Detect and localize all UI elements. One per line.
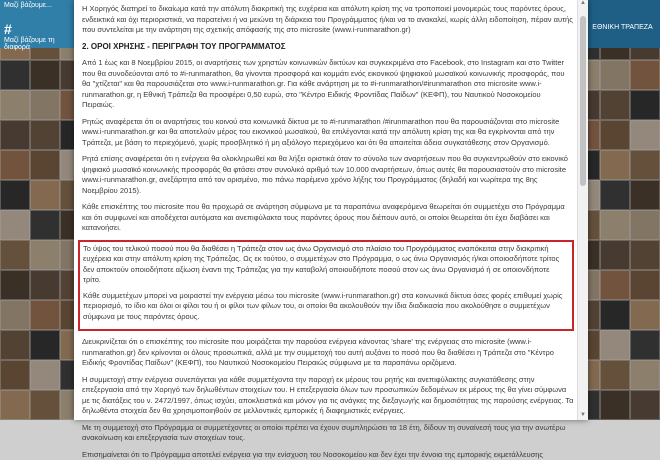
intro-paragraph: Η Χορηγός διατηρεί το δικαίωμα κατά την απόλυτη διακριτική της ευχέρεια και απόλυτη κρίση της να τροποποιεί μονομερώς τους παρόντες όρους, ενδεικτικά και όχι περιοριστικά, να παρατείνει ή να μειώνει τη διάρκεια του Προγράμματος ή/και να το ανακαλεί, κωρίς άλλη ειδοποίηση, πέραν αυτής που συντελείται με την ανάρτηση της σχετικής απόφασής της στο microsite (www.i-runmarathon.gr) [82, 4, 574, 36]
terms-content [74, 0, 588, 460]
highlighted-paragraph: Κάθε συμμετέχων μπορεί να μοιραστεί την ενέργεια μέσω του microsite (www.i-runmarathon.gr) στα κοινωνικά δίκτυα όσες φορές επιθυμεί χωρίς περιορισμό, το ίδιο και όλοι οι φίλοι του ή οι φίλοι των φίλων του, οι οποίοι θα ακολουθούν την ίδια διαδικασία που ακολούθησε ο συμμετέχων σύμφωνα με τους παρόντες όρους. [83, 291, 569, 323]
terms-modal [74, 0, 588, 420]
section-title: 2. ΟΡΟΙ ΧΡΗΣΗΣ - ΠΕΡΙΓΡΑΦΗ ΤΟΥ ΠΡΟΓΡΑΜΜΑΤΟΣ [82, 42, 574, 53]
campaign-banner [0, 0, 75, 48]
scroll-up-icon[interactable]: ▲ [580, 0, 586, 6]
bank-logo [585, 0, 660, 48]
terms-paragraph: Με τη συμμετοχή στο Πρόγραμμα οι συμμετέχοντες οι οποίοι πρέπει να έχουν συμπληρώσει τα 18 έτη, δίδουν τη συναίνεσή τους για την ανωτέρω ανακοίνωση και επεξεργασία των στοιχείων τους. [82, 423, 574, 444]
terms-paragraph: Ρητά επίσης αναφέρεται ότι η ενέργεια θα ολοκληρωθεί και θα λήξει οριστικά όταν το σύνολο των αναρτήσεων που θα συγκεντρωθούν στο εικονικό ψηφιακό μωσαϊκό κοινωνικής προσφοράς θα φτάσει στον συνολικό αριθμό των 10.000 αναρτήσεων, όπως αυτές θα παρουσιαστούν στο microsite www.i-runmarathon.gr, ανεξάρτητα από τον ορισμένο, πιο πάνω παρέμενο χρόνο λήξης του Προγράμματος (δηλαδή και νωρίτερα της 8ης Νοεμβρίου 2015). [82, 154, 574, 196]
terms-paragraph: Διευκρινίζεται ότι ο επισκέπτης του microsite που μοιράζεται την παρούσα ενέργεια κάνοντας 'share' της ενέργειας στο microsite (www.i-runmarathon.gr) δεν κρίνονται οι όλους προσωπικά, αλλά με την συμμετοχή του αυτή αυξάνει το ποσό που θα διαθέσει η Τράπεζα στο "Κέντρο Ειδικής Φροντίδας Παίδων" (ΚΕΦΠ), του Ναυτικού Νοσοκομείου Πειραιώς σύμφωνα με τα παραπάνω οριζόμενα. [82, 337, 574, 369]
modal-scrollbar[interactable] [577, 0, 588, 420]
highlighted-terms-box [78, 240, 574, 332]
campaign-banner-line1: Μαζί βάζουμε... [4, 2, 71, 9]
bank-logo-label: ΕΘΝΙΚΗ ΤΡΑΠΕΖΑ [592, 24, 652, 31]
terms-paragraph: Ρητώς αναφέρεται ότι οι αναρτήσεις του κοινού στα κοινωνικά δίκτυα με το #i-runmarathon /#irunmarathon που θα παρουσιάζονται στο microsite www.i-runmarathon.gr και θα αποτελούν μέρος του εικονικού μωσαϊκού, θα επιλέγονται κατά την απόλυτη κρίση της και θα εγκρίνονται από την Τράπεζα, με βάση το περιεχόμενό, χωρίς προσβλητικό ή μη αξιόλογο περιεχόμενο και ότι θα απαιτείται άδεια συγκατάθεσης στον Οργανισμό. [82, 117, 574, 149]
campaign-hashtag: # [4, 21, 71, 37]
terms-paragraph: Η συμμετοχή στην ενέργεια συνεπάγεται για κάθε συμμετέχοντα την παροχή εκ μέρους του ρητής και ανεπιφύλακτης συγκατάθεσης στην επεξεργασία από την Χορηγό των δηλωθέντων στοιχείων του. Η επεξεργασία όλων των προσωπικών δεδομένων εκ μέρους της θα γίνει σύμφωνα με τις διατάξεις του ν. 2472/1997, όπως ισχύει, αποκλειστικά και μόνον για τις ανάγκες της διεξαγωγής και δημοσιότητας της παρούσης ενέργειας. Τα δηλωθέντα στοιχεία δεν θα χρησιμοποιηθούν σε μελλοντικές εμπορικές ή διαφημιστικές ενέργειες. [82, 375, 574, 417]
scroll-thumb[interactable] [580, 16, 586, 186]
campaign-banner-line2: Μαζί βάζουμε τη διαφορά [4, 37, 71, 51]
terms-paragraph: Κάθε επισκέπτης του microsite που θα προχωρά σε ανάρτηση σύμφωνα με τα παραπάνω αναφερόμενα θεωρείται ότι συμμετέχει στο Πρόγραμμα και ότι συμφωνεί και αποδέχεται αυτόματα και ανεπιφύλακτα τους παρόντες όρους που διέπουν αυτό, οι οποίοι θεωρείται ότι έχει διαβάσει και κατανοήσει. [82, 202, 574, 234]
scroll-down-icon[interactable]: ▼ [580, 412, 586, 418]
highlighted-paragraph: Το ύψος του τελικού ποσού που θα διαθέσει η Τράπεζα στον ως άνω Οργανισμό στο πλαίσιο του Προγράμματος εναπόκειται στην διακριτική ευχέρεια και στην απόλυτη κρίση της Τράπεζας. Ως εκ τούτου, ο συμμετέχων στο Πρόγραμμα, ο ως άνω Οργανισμός ή/και οποιοσδήποτε τρίτος δεν αποκτούν οποιοδήποτε αξίωση έναντι της Τράπεζας για την καταβολή οποιουδήποτε ποσού στον ως άνω Οργανισμό ή σε οποιονδήποτε τρίτο. [83, 244, 569, 286]
terms-paragraph: Επισημαίνεται ότι το Πρόγραμμα αποτελεί ενέργεια για την ενίσχυση του Νοσοκομείου και δεν έχει την έννοια της εμπορικής εκμετάλλευσης [82, 450, 574, 460]
terms-paragraph: Από 1 έως και 8 Νοεμβρίου 2015, οι αναρτήσεις των χρηστών κοινωνικών δικτύων και συγκεκριμένα στο Facebook, στο Instagram και στο Twitter που θα συνοδεύονται από το #i-runmarathon, θα γίνονται προσφορά και κομμάτι ενός εικονικού ψηφιακού μωσαϊκού κοινωνικής προσφοράς, που θα "χτίζεται" και θα παρουσιάζεται στο www.i-runmarathon.gr. Για κάθε ανάρτηση με το #i-runmarathon/#irunmarathon στο microsite www.i-runmarathon.gr, η Εθνική Τράπεζα θα προσφέρει 0,50 ευρώ, στο "Κέντρο Ειδικής Φροντίδας Παίδων" (ΚΕΦΠ), του Ναυτικού Νοσοκομείου Πειραιώς. [82, 58, 574, 111]
